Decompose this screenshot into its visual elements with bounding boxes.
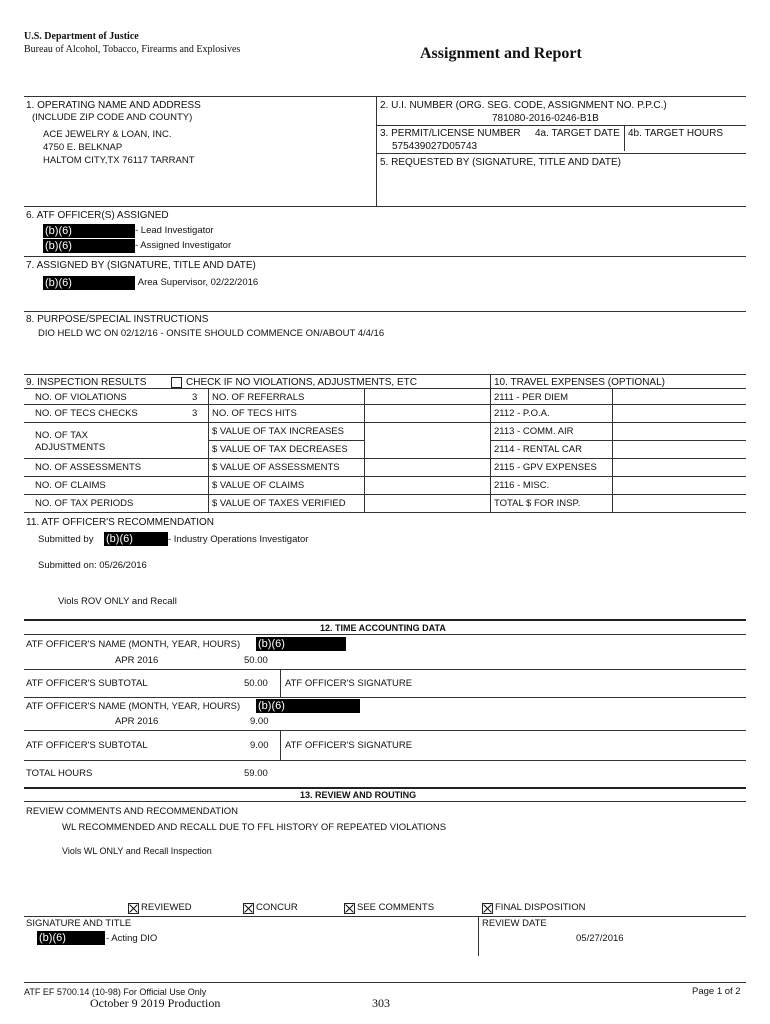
travel-comm-air: 2113 - COMM. AIR [494, 426, 574, 437]
final-disposition-label: FINAL DISPOSITION [495, 902, 586, 913]
divider [376, 153, 746, 154]
travel-misc: 2116 - MISC. [494, 480, 550, 491]
review-comment-2: Viols WL ONLY and Recall Inspection [62, 846, 212, 856]
license-number: 575439027D05743 [392, 141, 478, 152]
divider [24, 311, 746, 312]
officer2-signature-label: ATF OFFICER'S SIGNATURE [285, 740, 413, 751]
divider [280, 730, 281, 760]
divider [24, 801, 746, 802]
officer1-subtotal-label: ATF OFFICER'S SUBTOTAL [26, 678, 148, 689]
divider [24, 422, 746, 423]
redaction-box: (b)(6) [43, 239, 135, 253]
tecs-hits-label: NO. OF TECS HITS [212, 408, 297, 419]
divider [24, 96, 746, 97]
purpose-text: DIO HELD WC ON 02/12/16 - ONSITE SHOULD COMMENCE ON/ABOUT 4/4/16 [38, 328, 385, 339]
production-stamp: October 9 2019 Production [90, 996, 221, 1010]
no-violations-checkbox[interactable] [171, 377, 182, 388]
box13-label: 13. REVIEW AND ROUTING [300, 790, 417, 800]
redaction-box: (b)(6) [43, 224, 135, 238]
no-violations-label: CHECK IF NO VIOLATIONS, ADJUSTMENTS, ETC [186, 377, 417, 388]
tax-decreases-label: $ VALUE OF TAX DECREASES [212, 444, 348, 455]
form-title: Assignment and Report [420, 45, 582, 62]
divider [24, 388, 746, 389]
divider [478, 916, 479, 956]
review-date-label: REVIEW DATE [482, 918, 547, 929]
assigned-by-value: , Area Supervisor, 02/22/2016 [133, 277, 259, 288]
box12-label: 12. TIME ACCOUNTING DATA [320, 623, 446, 633]
divider [24, 697, 746, 698]
divider [24, 730, 746, 731]
operating-name: ACE JEWELRY & LOAN, INC. [43, 129, 172, 140]
submitted-on: Submitted on: 05/26/2016 [38, 560, 147, 571]
divider [376, 125, 746, 126]
divider [24, 512, 746, 513]
operating-city: HALTOM CITY,TX 76117 TARRANT [43, 155, 195, 166]
assigned-investigator-role: - Assigned Investigator [135, 240, 232, 251]
divider [490, 440, 746, 441]
box8-label: 8. PURPOSE/SPECIAL INSTRUCTIONS [26, 314, 209, 325]
officer1-month: APR 2016 [115, 655, 159, 666]
divider [24, 206, 746, 207]
box1-sublabel: (INCLUDE ZIP CODE AND COUNTY) [32, 112, 193, 123]
travel-gpv: 2115 - GPV EXPENSES [494, 462, 597, 473]
divider [24, 404, 746, 405]
assessments-label: NO. OF ASSESSMENTS [35, 462, 142, 473]
box4a-label: 4a. TARGET DATE [535, 128, 620, 139]
box11-label: 11. ATF OFFICER'S RECOMMENDATION [26, 517, 215, 528]
taxes-verified-label: $ VALUE OF TAXES VERIFIED [212, 498, 346, 509]
assessments-value-label: $ VALUE OF ASSESSMENTS [212, 462, 340, 473]
divider [24, 982, 746, 983]
violations-count: 3 [192, 392, 198, 403]
box9-label: 9. INSPECTION RESULTS [26, 377, 147, 388]
referrals-label: NO. OF REFERRALS [212, 392, 305, 403]
divider [280, 669, 281, 697]
submitted-by-prefix: Submitted by [38, 534, 94, 545]
officer2-hours: 9.00 [250, 716, 269, 727]
redaction-box: (b)(6) [37, 931, 105, 945]
officer1-name-label: ATF OFFICER'S NAME (MONTH, YEAR, HOURS) [26, 639, 241, 650]
box3-label: 3. PERMIT/LICENSE NUMBER [380, 128, 521, 139]
divider [24, 458, 746, 459]
travel-per-diem: 2111 - PER DIEM [494, 392, 569, 403]
divider [24, 619, 746, 621]
see-comments-checkbox[interactable] [344, 903, 355, 914]
box2-label: 2. U.I. NUMBER (ORG. SEG. CODE, ASSIGNMENT NO. P.P.C.) [380, 100, 667, 111]
see-comments-label: SEE COMMENTS [357, 902, 435, 913]
review-date: 05/27/2016 [576, 933, 624, 944]
ui-number: 781080-2016-0246-B1B [492, 113, 599, 124]
divider [24, 669, 746, 670]
divider [208, 440, 364, 441]
review-comments-label: REVIEW COMMENTS AND RECOMMENDATION [26, 806, 238, 817]
tax-increases-label: $ VALUE OF TAX INCREASES [212, 426, 344, 437]
bureau-name: Bureau of Alcohol, Tobacco, Firearms and Explosives [24, 44, 241, 55]
officer1-hours: 50.00 [244, 655, 268, 666]
submitted-by-title: - Industry Operations Investigator [168, 534, 309, 545]
divider [24, 374, 746, 375]
claims-label: NO. OF CLAIMS [35, 480, 106, 491]
box1-label: 1. OPERATING NAME AND ADDRESS [26, 100, 201, 111]
redaction-box: (b)(6) [104, 532, 168, 546]
divider [24, 916, 746, 917]
officer2-subtotal-label: ATF OFFICER'S SUBTOTAL [26, 740, 148, 751]
operating-street: 4750 E. BELKNAP [43, 142, 123, 153]
officer1-signature-label: ATF OFFICER'S SIGNATURE [285, 678, 413, 689]
divider [376, 96, 377, 206]
total-hours-label: TOTAL HOURS [26, 768, 93, 779]
lead-investigator-role: - Lead Investigator [135, 225, 214, 236]
tecs-checks-label: NO. OF TECS CHECKS [35, 408, 138, 419]
box5-label: 5. REQUESTED BY (SIGNATURE, TITLE AND DATE) [380, 157, 621, 168]
divider [490, 374, 491, 512]
reviewed-checkbox[interactable] [128, 903, 139, 914]
divider [24, 256, 746, 257]
final-disposition-checkbox[interactable] [482, 903, 493, 914]
divider [624, 125, 625, 151]
travel-rental-car: 2114 - RENTAL CAR [494, 444, 582, 455]
review-comment-1: WL RECOMMENDED AND RECALL DUE TO FFL HISTORY OF REPEATED VIOLATIONS [62, 822, 447, 833]
box7-label: 7. ASSIGNED BY (SIGNATURE, TITLE AND DATE) [26, 260, 256, 271]
total-hours: 59.00 [244, 768, 268, 779]
signature-role: - Acting DIO [106, 933, 158, 944]
redaction-box: (b)(6) [256, 699, 360, 713]
box10-label: 10. TRAVEL EXPENSES (OPTIONAL) [494, 377, 665, 388]
agency-name: U.S. Department of Justice [24, 31, 139, 42]
box4b-label: 4b. TARGET HOURS [628, 128, 724, 139]
tecs-checks-count: 3 [192, 408, 198, 419]
violations-label: NO. OF VIOLATIONS [35, 392, 127, 403]
page-number: Page 1 of 2 [692, 986, 741, 997]
divider [24, 760, 746, 761]
officer2-name-label: ATF OFFICER'S NAME (MONTH, YEAR, HOURS) [26, 701, 241, 712]
divider [24, 634, 746, 635]
officer2-subtotal: 9.00 [250, 740, 269, 751]
claims-value-label: $ VALUE OF CLAIMS [212, 480, 305, 491]
divider [24, 476, 746, 477]
divider [24, 494, 746, 495]
divider [24, 787, 746, 789]
redaction-box: (b)(6) [43, 276, 135, 290]
tax-adjustments-label: NO. OF TAX ADJUSTMENTS [35, 430, 106, 453]
tax-periods-label: NO. OF TAX PERIODS [35, 498, 134, 509]
officer1-subtotal: 50.00 [244, 678, 268, 689]
bates-number: 303 [372, 996, 390, 1010]
recommendation-note: Viols ROV ONLY and Recall [58, 596, 177, 607]
reviewed-label: REVIEWED [141, 902, 192, 913]
box6-label: 6. ATF OFFICER(S) ASSIGNED [26, 210, 169, 221]
signature-title-label: SIGNATURE AND TITLE [26, 918, 132, 929]
officer2-month: APR 2016 [115, 716, 159, 727]
concur-checkbox[interactable] [243, 903, 254, 914]
redaction-box: (b)(6) [256, 637, 346, 651]
concur-label: CONCUR [256, 902, 298, 913]
form-number: ATF EF 5700.14 (10-98) For Official Use Only [24, 987, 207, 997]
travel-poa: 2112 - P.O.A. [494, 408, 550, 419]
travel-total: TOTAL $ FOR INSP. [494, 498, 581, 509]
